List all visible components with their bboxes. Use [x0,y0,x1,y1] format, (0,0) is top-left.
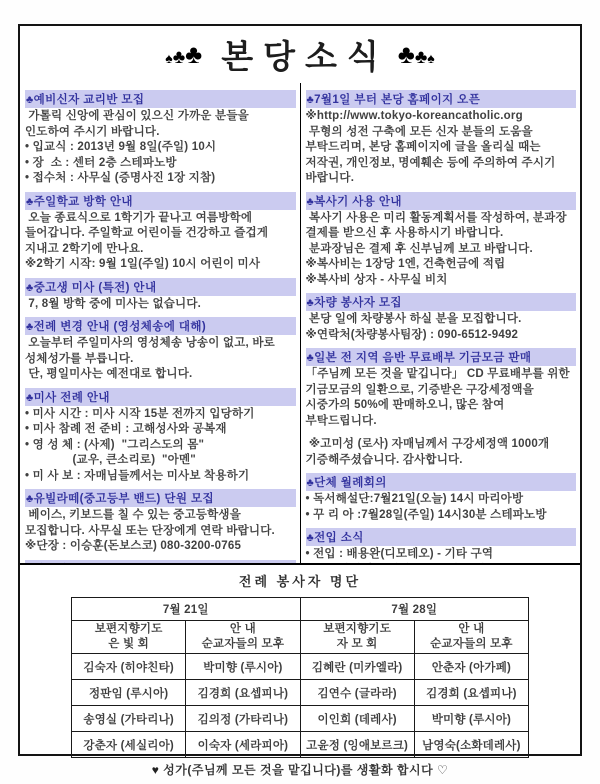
roster-header-line: 은 빛 회 [108,638,149,650]
roster-header-line: 안 내 [458,623,485,635]
roster-name-cell: 김혜란 (미카엘라) [300,654,414,680]
club-icon: ♣ [26,195,34,208]
text-line: 분과장님은 결제 후 신부님께 보고 바랍니다. [305,242,533,255]
news-columns [20,83,580,563]
club-icon: ♣ [306,297,315,309]
section-header [25,317,296,335]
text-line: ※http://www.tokyo-koreancatholic.org [305,110,523,122]
roster-section [20,565,580,758]
text-line: ※복사비 상자 - 사무실 비치 [305,273,448,286]
section-header [25,90,296,108]
section-title: 예비신자 교리반 모집 [33,94,145,106]
section-header [306,90,577,108]
section-title: 차량 봉사자 모집 [314,297,402,309]
roster-column-header [300,621,414,654]
text-line: 오늘 종료식으로 1학기가 끝나고 여름방학에 들어갑니다. 주일학교 어린이들 건강하고 즐겁게 지내고 2학기에 만나요. [25,211,272,255]
news-section [306,90,577,187]
club-icon: ♣ [26,321,34,333]
text-line: ※단장 : 이승훈(돈보스코) 080-3200-0765 [25,540,242,552]
roster-name-cell: 이숙자 (세라피아) [186,732,300,758]
section-title: 미사 전례 안내 [33,391,110,404]
roster-column-header [414,621,528,654]
text-line: • 접수처 : 사무실 (증명사진 1장 지참) [25,172,216,184]
news-section [306,192,577,289]
newsletter-frame [18,24,582,756]
news-section [306,293,577,343]
club-icon: ♣ [397,39,415,69]
text-line: • 미 사 보 : 자매님들께서는 미사보 착용하기 [25,469,250,482]
news-section [25,192,296,273]
club-icon: ♣ [26,493,34,505]
roster-name-cell: 정판임 (루시아) [72,680,186,706]
roster-header-line: 안 내 [229,623,256,635]
text-line: ※연락처(차량봉사팀장) : 090-6512-9492 [305,328,519,341]
footer-motto [0,761,600,778]
text-line: 무형의 성전 구축에 모든 신자 분들의 도움을 부탁드리며, 본당 홈페이지에 글을 올리실 때는 저작권, 개인정보, 명예훼손 등에 주의하여 주시기 바랍니다. [305,125,559,184]
roster-name-cell: 박미향 (루시아) [186,654,300,680]
text-line: 복사기 사용은 미리 활동계획서를 작성하여, 분과장 결제를 받으신 후 사용하시기 바랍니다. [305,211,571,239]
section-title: 전례 변경 안내 (영성체송에 대해) [33,321,207,333]
section-header [306,293,577,311]
roster-title: 전례 봉사자 명단 [238,574,362,589]
roster-name-cell: 박미향 (루시아) [414,706,528,732]
roster-table [71,597,529,758]
news-section [25,317,296,383]
section-header [25,489,296,507]
masthead [20,26,580,83]
roster-date-header: 7월 28일 [300,598,529,621]
section-header [306,473,577,491]
spade-icon: ♠ [165,50,173,66]
roster-column-header [72,621,186,654]
club-icon: ♣ [26,391,34,404]
roster-name-cell: 강춘자 (세실리아) [72,732,186,758]
roster-row [72,654,529,680]
club-suits-right-icon [398,41,435,68]
club-icon: ♣ [26,94,34,106]
club-icon: ♣ [306,352,315,364]
roster-header-line: 보편지향기도 [94,623,163,635]
roster-row [72,732,529,758]
text-line: ※복사비는 1장당 1엔, 건축헌금에 적립 [305,258,506,270]
text-line: 7, 8월 방학 중에 미사는 없습니다. [25,297,202,310]
club-icon: ♣ [306,477,315,489]
roster-name-cell: 안춘자 (아가페) [414,654,528,680]
section-title: 주일학교 방학 안내 [33,195,133,208]
news-section [25,489,296,555]
section-header [25,278,296,296]
text-line: • 독서해설단:7월21일(오늘) 14시 마리아방 [305,493,524,505]
text-line: • 입교식 : 2013년 9월 8일(주일) 10시 [25,141,217,153]
news-section [25,560,296,564]
news-section [306,348,577,468]
club-icon: ♣ [414,47,428,68]
text-line: (교우, 큰소리로) "아멘" [25,454,196,466]
text-line: • 전입 : 배용완(디모테오) - 기타 구역 [305,548,494,560]
roster-name-cell: 송영실 (가타리나) [72,706,186,732]
roster-name-cell: 김숙자 (히야친타) [72,654,186,680]
text-line: 본당 일에 차량봉사 하실 분을 모집합니다. [305,313,522,325]
club-icon: ♣ [172,47,186,68]
text-line: 「주님께 모든 것을 맡깁니다」 CD 무료배부를 위한 기금모금의 일환으로, 기증받은 구강세정액을 시중가의 50%에 판매하오니, 많은 참여 부탁드립니다. [305,368,574,427]
section-header [306,528,577,546]
roster-header-row [72,621,529,654]
roster-header-line: 자 모 회 [336,638,378,650]
news-section [25,388,296,485]
club-suits-left-icon [165,41,202,68]
text-line: 단, 평일미사는 예전대로 합니다. [25,368,193,380]
news-section [25,278,296,313]
text-line: • 꾸 리 아 :7월28일(주일) 14시30분 스테파노방 [305,508,547,521]
text-line: • 미사 시간 : 미사 시작 15분 전까지 입당하기 [25,407,255,420]
section-title: 복사기 사용 안내 [314,195,402,208]
section-title: 단체 월례회의 [314,477,387,489]
section-header [306,192,577,210]
roster-column-header [186,621,300,654]
roster-name-cell: 고윤정 (잉애보르크) [300,732,414,758]
club-icon: ♣ [306,94,315,106]
section-title: 유빌라떼(중고등부 밴드) 단원 모집 [33,493,214,505]
text-line: 가톨릭 신앙에 관심이 있으신 가까운 분들을 인도하여 주시기 바랍니다. [25,110,253,138]
club-icon: ♣ [306,532,315,544]
text-line: ※고미성 (로사) 자매님께서 구강세정액 1000개 기증해주셨습니다. 감사합니다. [305,438,553,466]
section-title: 일본 전 지역 음반 무료배부 기금모금 판매 [314,352,532,364]
heart-filled-icon: ♥ [151,763,160,777]
newsletter-title: 본당소식 [221,40,389,76]
news-section [25,90,296,187]
roster-header-line: 보편지향기도 [323,623,392,635]
heart-outline-icon: ♡ [437,763,449,777]
roster-date-header: 7월 21일 [72,598,301,621]
section-header [25,560,296,564]
roster-row [72,680,529,706]
section-title: 중고생 미사 (특전) 안내 [33,281,157,294]
club-icon: ♣ [306,195,315,208]
roster-name-cell: 김연수 (글라라) [300,680,414,706]
news-section [306,528,577,563]
section-header [25,388,296,406]
roster-name-cell: 김경희 (요셉피나) [186,680,300,706]
text-line: 베이스, 키보드를 칠 수 있는 중고등학생을 모집합니다. 사무실 또는 단장에게 연락 바랍니다. [25,509,275,537]
news-section [306,473,577,523]
roster-name-cell: 이인희 (데레사) [300,706,414,732]
roster-row [72,706,529,732]
text-line: ※2학기 시작: 9월 1일(주일) 10시 어린이 미사 [25,258,261,270]
spade-icon: ♠ [427,50,435,66]
section-header [25,192,296,210]
left-column [20,83,300,563]
roster-date-row [72,598,529,621]
section-title: 전입 소식 [314,532,364,544]
club-icon: ♣ [26,281,34,294]
club-icon: ♣ [185,39,203,69]
right-column [301,83,581,563]
text-line [306,563,577,564]
text-line: • 미사 참례 전 준비 : 고해성사와 공복재 [25,423,227,435]
roster-name-cell: 김의정 (가타리나) [186,706,300,732]
roster-header-line: 순교자들의 모후 [201,638,285,650]
text-line: • 영 성 체 : (사제) "그리스도의 몸" [25,438,205,451]
footer-text: 성가(주님께 모든 것을 맡깁니다)를 생활화 합시다 [159,763,438,777]
roster-name-cell: 김경희 (요셉피나) [414,680,528,706]
section-header [306,348,577,366]
roster-header-line: 순교자들의 모후 [430,638,513,650]
section-title: 7월1일 부터 본당 홈페이지 오픈 [314,94,481,106]
roster-name-cell: 남영숙(소화데레사) [414,732,528,758]
text-line: 오늘부터 주일미사의 영성체송 낭송이 없고, 바로 성체성가를 부릅니다. [25,337,279,365]
text-line: • 장 소 : 센터 2층 스테파노방 [25,156,177,169]
